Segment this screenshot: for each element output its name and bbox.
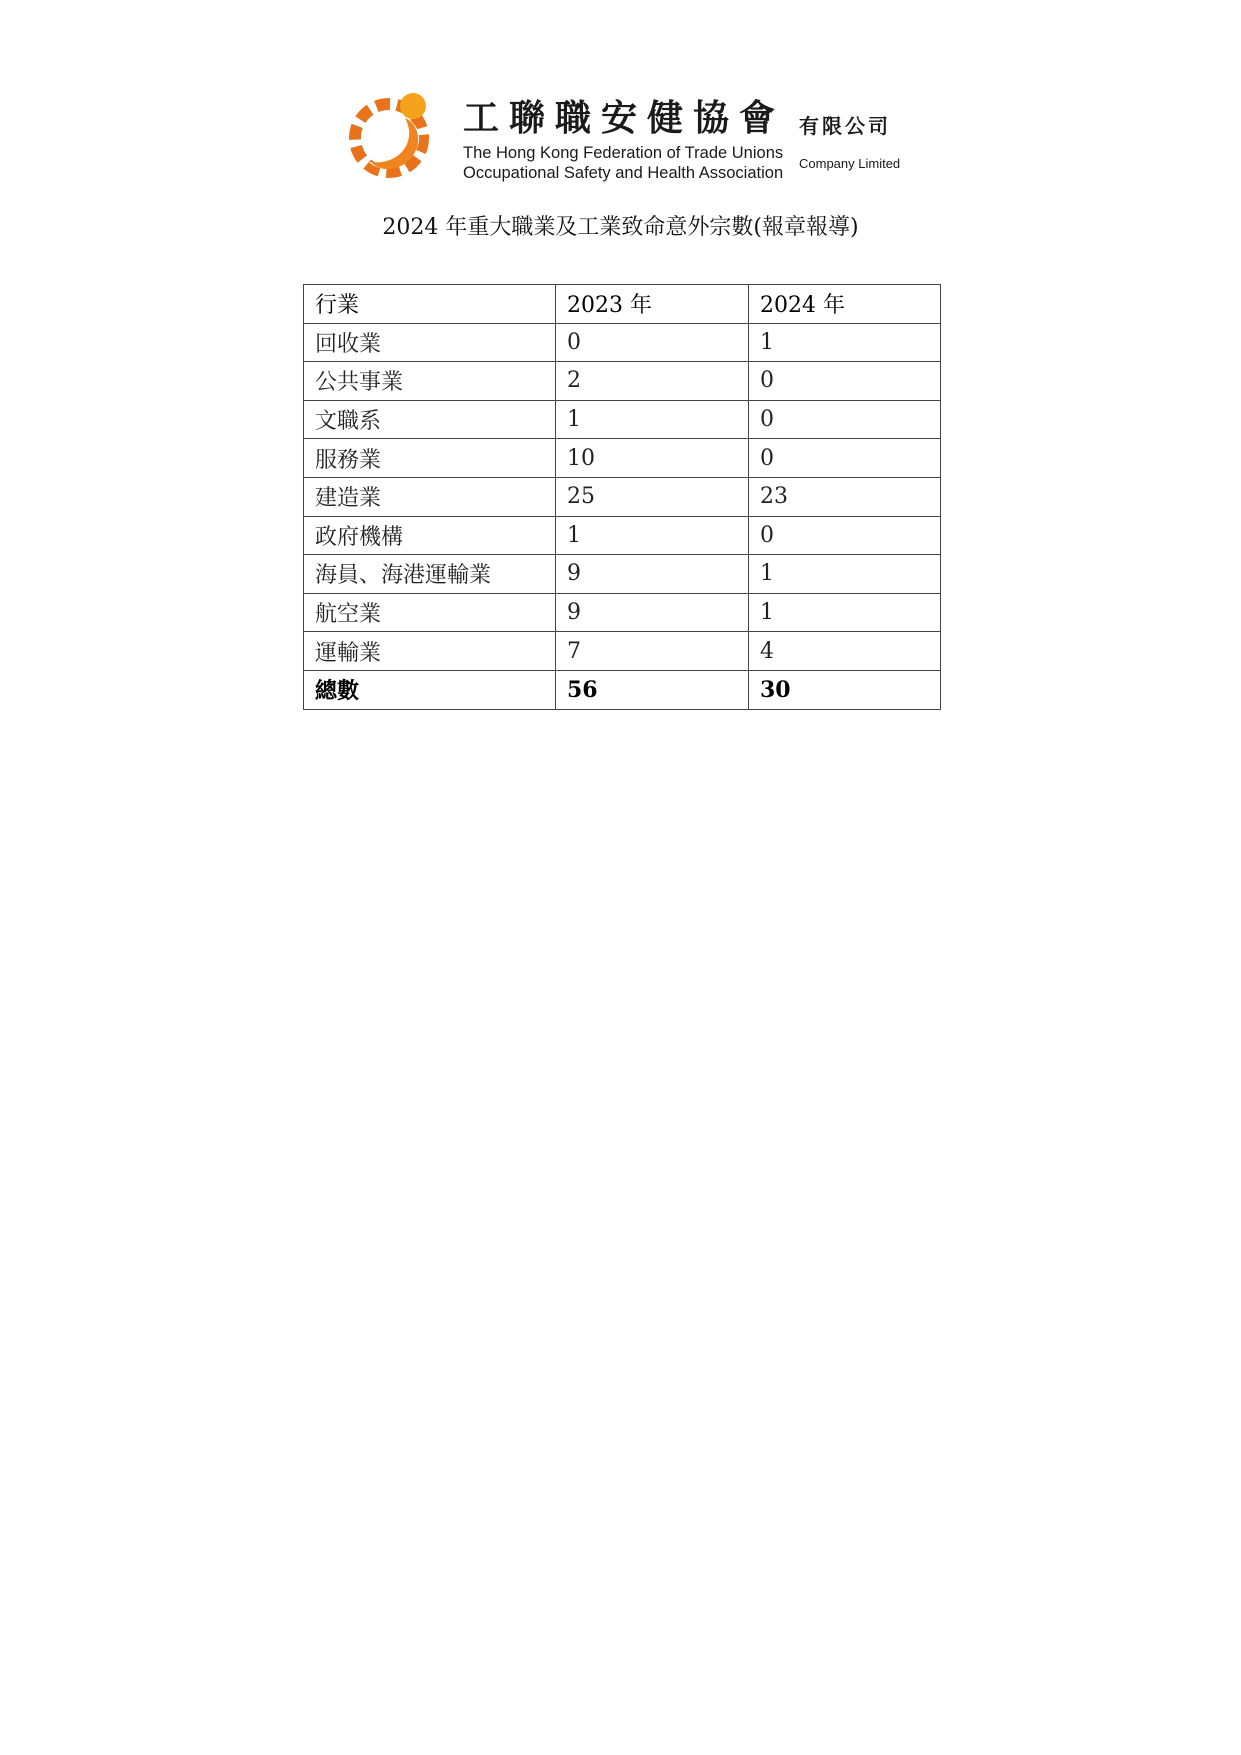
total-label: 總數 [304, 670, 556, 709]
header-2023: 2023 年 [556, 285, 749, 324]
count-2023-cell: 9 [556, 593, 749, 632]
count-2024-cell: 0 [749, 439, 941, 478]
count-2024-cell: 0 [749, 516, 941, 555]
count-2024-cell: 23 [749, 477, 941, 516]
table-row [304, 362, 941, 401]
industry-cell: 政府機構 [304, 516, 556, 555]
industry-cell: 運輸業 [304, 632, 556, 671]
fso-logo-icon [345, 88, 445, 184]
org-name-zh-suffix: 有限公司 [799, 114, 891, 138]
table-row [304, 555, 941, 594]
table-row [304, 516, 941, 555]
industry-cell: 回收業 [304, 323, 556, 362]
fatal-accidents-table [303, 284, 941, 710]
org-name-zh: 工聯職安健協會 [463, 98, 786, 139]
count-2023-cell: 0 [556, 323, 749, 362]
count-2024-cell: 0 [749, 362, 941, 401]
count-2024-cell: 1 [749, 323, 941, 362]
count-2023-cell: 7 [556, 632, 749, 671]
industry-cell: 航空業 [304, 593, 556, 632]
header-2024: 2024 年 [749, 285, 941, 324]
header-industry: 行業 [304, 285, 556, 324]
industry-cell: 文職系 [304, 400, 556, 439]
total-2024: 30 [749, 670, 941, 709]
count-2023-cell: 10 [556, 439, 749, 478]
table-row [304, 477, 941, 516]
industry-cell: 海員、海港運輸業 [304, 555, 556, 594]
table-row [304, 439, 941, 478]
org-name-en-suffix: Company Limited [799, 156, 901, 171]
count-2023-cell: 1 [556, 400, 749, 439]
count-2023-cell: 1 [556, 516, 749, 555]
count-2023-cell: 9 [556, 555, 749, 594]
table-header-row [304, 285, 941, 324]
table-row [304, 400, 941, 439]
count-2023-cell: 25 [556, 477, 749, 516]
table-row [304, 632, 941, 671]
table-total-row [304, 670, 941, 709]
count-2024-cell: 0 [749, 400, 941, 439]
table-row [304, 323, 941, 362]
table-row [304, 593, 941, 632]
industry-cell: 建造業 [304, 477, 556, 516]
count-2024-cell: 1 [749, 593, 941, 632]
total-2023: 56 [556, 670, 749, 709]
count-2023-cell: 2 [556, 362, 749, 401]
org-header [345, 86, 905, 186]
org-name-en-line1: The Hong Kong Federation of Trade Unions [463, 144, 784, 162]
industry-cell: 服務業 [304, 439, 556, 478]
document-title: 2024 年重大職業及工業致命意外宗數(報章報導) [382, 215, 859, 240]
industry-cell: 公共事業 [304, 362, 556, 401]
org-name-en-line2: Occupational Safety and Health Association [463, 164, 784, 182]
count-2024-cell: 1 [749, 555, 941, 594]
count-2024-cell: 4 [749, 632, 941, 671]
